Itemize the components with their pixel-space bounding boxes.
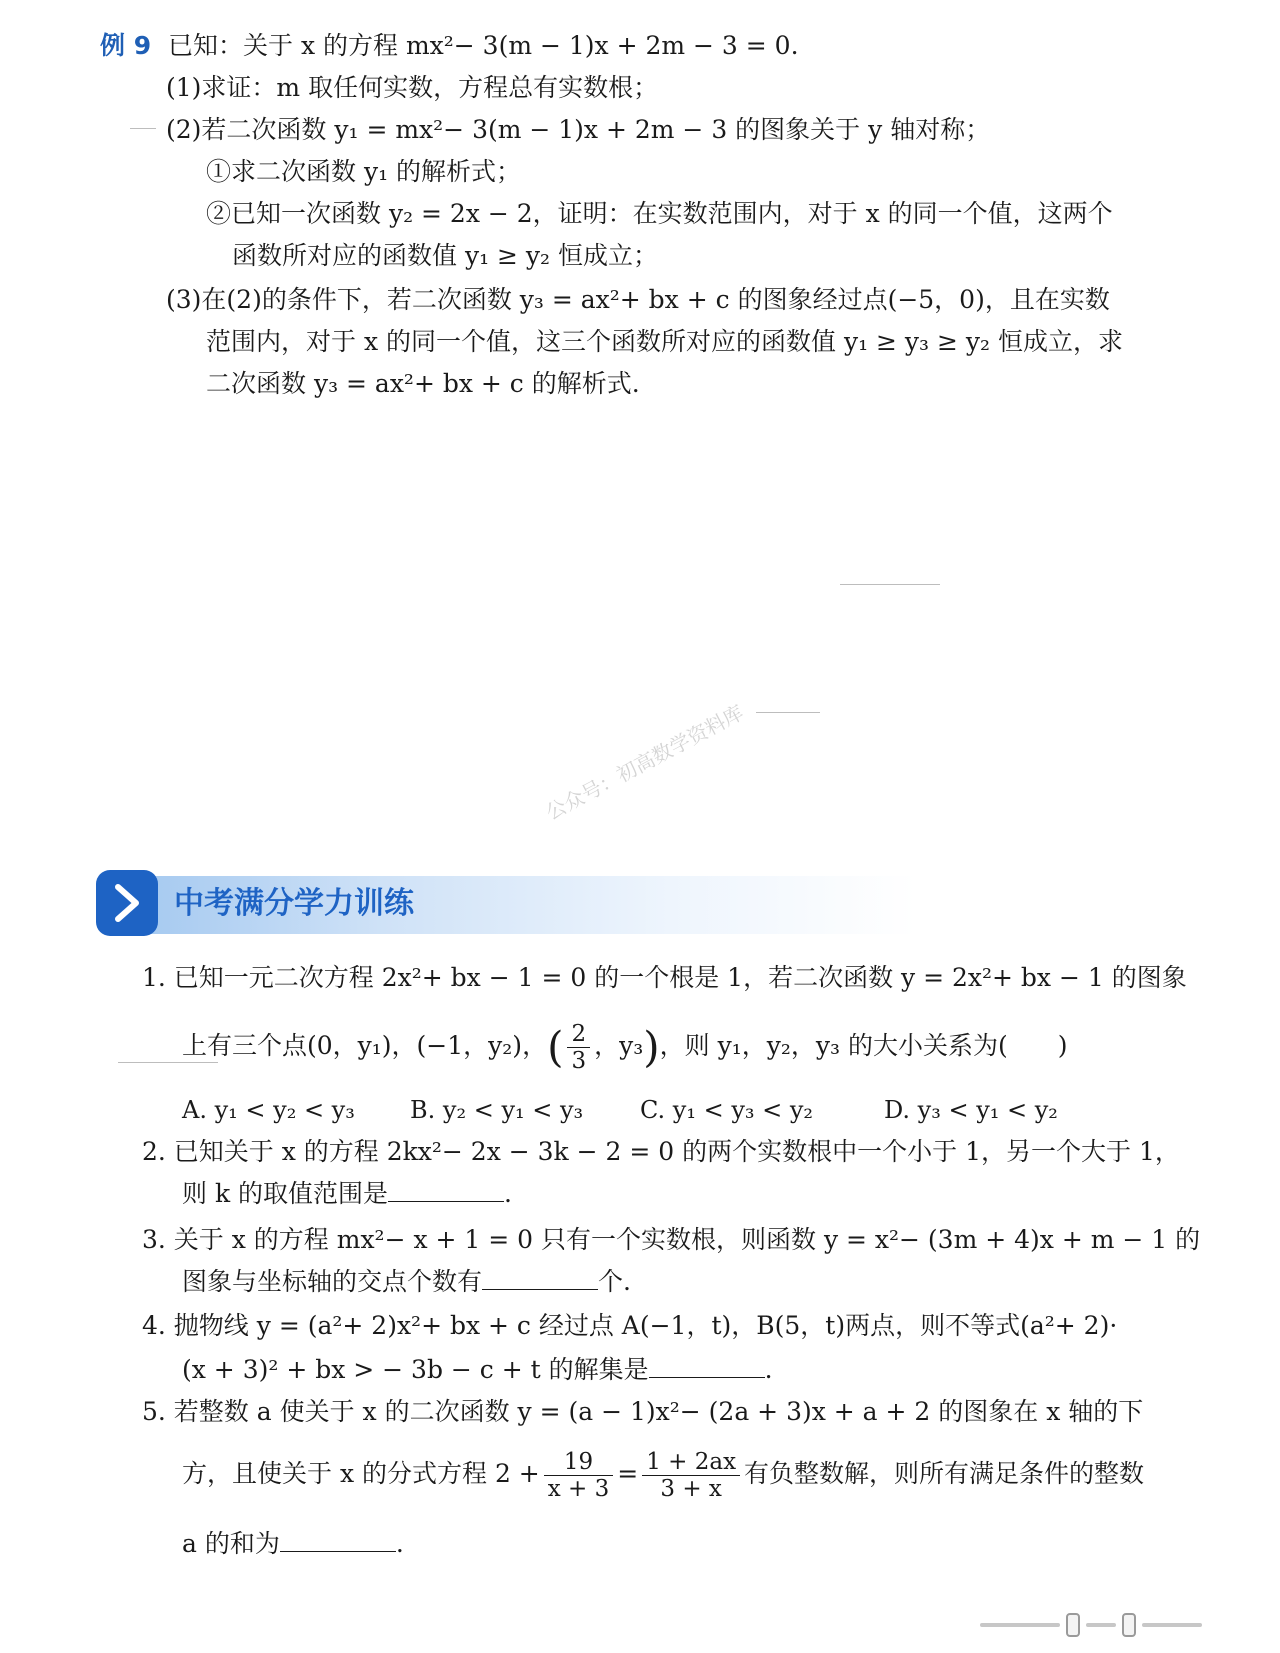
watermark-text: 公众号：初高数学资料库	[541, 700, 748, 825]
problem-3: 3. 关于 x 的方程 mx²− x + 1 = 0 只有一个实数根，则函数 y = x²− (3m + 4)x + m − 1 的	[142, 1225, 1201, 1254]
fraction-denominator: x + 3	[547, 1476, 610, 1502]
scroll-track	[1086, 1623, 1116, 1627]
problem-1-question: ，则 y₁，y₂，y₃ 的大小关系为( )	[659, 1031, 1068, 1060]
problem-5-ask: a 的和为	[182, 1529, 280, 1558]
section-title: 中考满分学力训练	[174, 886, 414, 921]
right-paren: )	[643, 1022, 660, 1072]
pencil-mark	[130, 128, 156, 129]
answer-blank[interactable]	[280, 1525, 396, 1552]
scroll-track	[980, 1623, 1060, 1627]
choice-c: C. y₁ < y₃ < y₂	[640, 1096, 814, 1124]
example-part-2-sub-1: ①求二次函数 y₁ 的解析式；	[206, 157, 522, 186]
example-part-2-sub-2: ②已知一次函数 y₂ = 2x − 2，证明：在实数范围内，对于 x 的同一个值，这两个	[206, 199, 1113, 228]
choice-d: D. y₃ < y₁ < y₂	[884, 1096, 1058, 1124]
choice-b: B. y₂ < y₁ < y₃	[410, 1096, 584, 1124]
fraction-1-plus-2ax	[642, 1449, 740, 1502]
scroll-thumb[interactable]	[1122, 1613, 1136, 1637]
scroll-thumb[interactable]	[1066, 1613, 1080, 1637]
answer-blank[interactable]	[649, 1351, 765, 1378]
problem-2: 2. 已知关于 x 的方程 2kx²− 2x − 3k − 2 = 0 的两个实数根中一个小于 1，另一个大于 1，	[142, 1137, 1180, 1166]
problem-5-condition: 有负整数解，则所有满足条件的整数	[744, 1459, 1145, 1488]
problem-2-prompt: 则 k 的取值范围是	[182, 1179, 389, 1208]
period: .	[504, 1179, 512, 1208]
chevron-right-icon	[96, 870, 158, 936]
problem-1-points: 上有三个点(0，y₁)，(−1，y₂)，	[182, 1031, 548, 1060]
pencil-mark	[840, 584, 940, 585]
period: .	[764, 1355, 773, 1384]
problem-1: 1. 已知一元二次方程 2x²+ bx − 1 = 0 的一个根是 1，若二次函数 y = 2x²+ bx − 1 的图象	[142, 963, 1187, 992]
problem-2-cont	[182, 1174, 512, 1214]
fraction-numerator: 2	[567, 1021, 590, 1048]
problem-5-prompt: 方，且使关于 x 的分式方程 2 +	[182, 1459, 540, 1488]
fraction-denominator: 3	[571, 1048, 587, 1074]
period: .	[395, 1529, 404, 1558]
problem-5-cont	[182, 1442, 1144, 1506]
left-paren: (	[547, 1022, 564, 1072]
fraction-numerator: 1 + 2ax	[642, 1449, 740, 1476]
scroll-track	[1142, 1623, 1202, 1627]
example-part-2: (2)若二次函数 y₁ = mx²− 3(m − 1)x + 2m − 3 的图象关于 y 轴对称；	[166, 115, 991, 144]
equals-sign: =	[617, 1459, 639, 1488]
fraction-19	[544, 1449, 614, 1502]
example-part-3-cont-1: 范围内，对于 x 的同一个值，这三个函数所对应的函数值 y₁ ≥ y₃ ≥ y₂ 恒成立，求	[206, 327, 1124, 356]
problem-5: 5. 若整数 a 使关于 x 的二次函数 y = (a − 1)x²− (2a + 3)x + a + 2 的图象在 x 轴的下	[142, 1397, 1144, 1426]
problem-1-y3: ，y₃	[594, 1031, 644, 1060]
fraction-numerator: 19	[544, 1449, 614, 1476]
example-label: 例 9	[100, 31, 152, 60]
page-scroll-indicator[interactable]	[980, 1614, 1250, 1636]
fraction-two-thirds	[567, 1021, 590, 1074]
example-part-3: (3)在(2)的条件下，若二次函数 y₃ = ax²+ bx + c 的图象经过点(−5，0)，且在实数	[166, 285, 1110, 314]
example-part-3-cont-2: 二次函数 y₃ = ax²+ bx + c 的解析式.	[206, 369, 640, 398]
problem-3-cont	[182, 1262, 631, 1302]
example-part-2-sub-2-cont: 函数所对应的函数值 y₁ ≥ y₂ 恒成立；	[232, 241, 659, 270]
problem-5-end	[182, 1524, 404, 1564]
problem-3-prompt: 图象与坐标轴的交点个数有	[182, 1267, 483, 1296]
problem-1-cont	[182, 1014, 1068, 1078]
answer-blank[interactable]	[482, 1263, 598, 1290]
example-part-1: (1)求证：m 取任何实数，方程总有实数根；	[166, 73, 659, 102]
problem-4-prompt: (x + 3)² + bx > − 3b − c + t 的解集是	[182, 1355, 649, 1384]
problem-4-cont	[182, 1350, 773, 1390]
example-stem: 已知：关于 x 的方程 mx²− 3(m − 1)x + 2m − 3 = 0.	[168, 31, 799, 60]
problem-4: 4. 抛物线 y = (a²+ 2)x²+ bx + c 经过点 A(−1，t)，B(5，t)两点，则不等式(a²+ 2)·	[142, 1311, 1118, 1340]
answer-blank[interactable]	[388, 1175, 504, 1202]
problem-3-unit: 个.	[598, 1267, 631, 1296]
fraction-denominator: 3 + x	[660, 1476, 722, 1502]
pencil-mark	[756, 712, 820, 713]
choice-a: A. y₁ < y₂ < y₃	[182, 1096, 355, 1124]
